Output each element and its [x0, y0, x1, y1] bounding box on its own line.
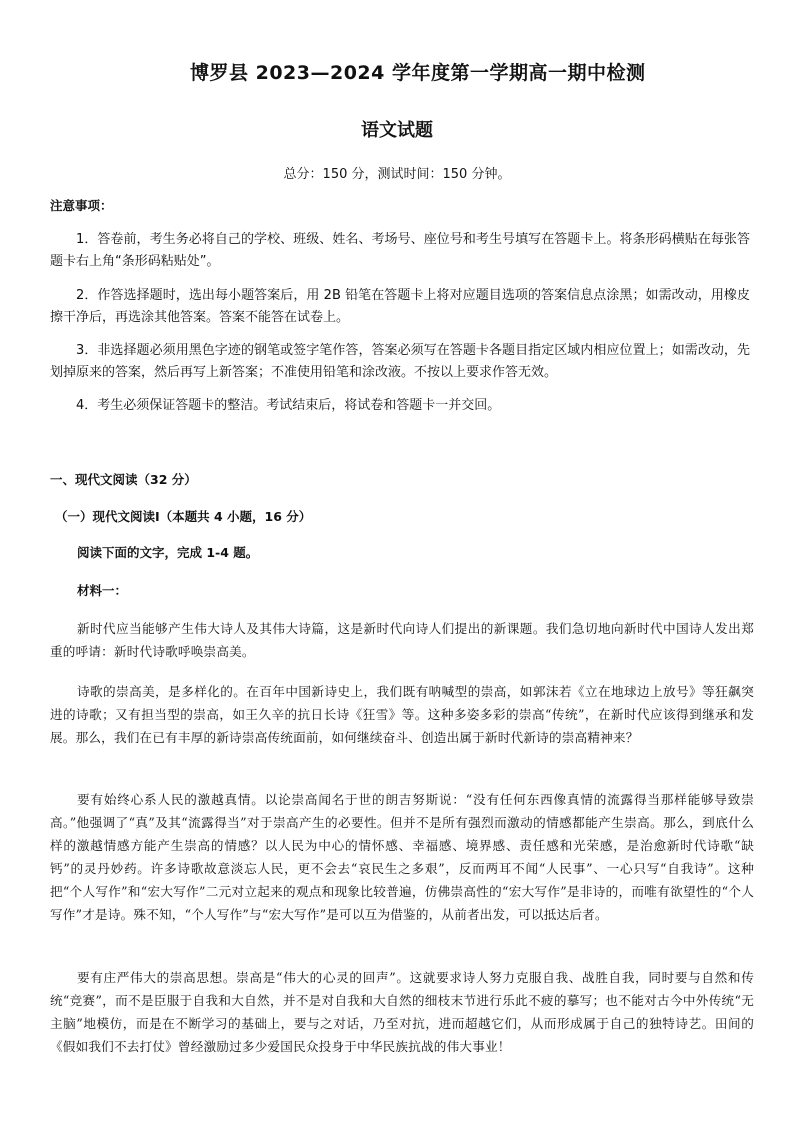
passage-paragraph: 新时代应当能够产生伟大诗人及其伟大诗篇，这是新时代向诗人们提出的新课题。我们急切地向新时代中国诗人发出郑重的呼请：新时代诗歌呼唤崇高美。 [50, 621, 754, 659]
notice-item: 2．作答选择题时，选出每小题答案后，用 2B 铅笔在答题卡上将对应题目选项的答案信息点涂黑；如需改动，用橡皮擦干净后，再选涂其他答案。答案不能答在试卷上。 [50, 288, 750, 325]
passage-paragraph: 诗歌的崇高美，是多样化的。在百年中国新诗史上，我们既有呐喊型的崇高，如郭沫若《立在地球边上放号》等狂飙突进的诗歌；又有担当型的崇高，如王久辛的抗日长诗《狂雪》等。这种多姿多彩的崇高“传统”，在新时代应该得到继承和发展。那么，我们在已有丰厚的新诗崇高传统面前，如何继续奋斗、创造出属于新时代新诗的崇高精神来？ [50, 684, 754, 745]
section-heading: 一、现代文阅读（32 分） [50, 472, 197, 487]
subsection-heading: （一）现代文阅读Ⅰ（本题共 4 小题，16 分） [55, 509, 312, 524]
passage-paragraph: 要有庄严伟大的崇高思想。崇高是“伟大的心灵的回声”。这就要求诗人努力克服自我、战胜自我，同时要与自然和传统“竞赛”，而不是臣服于自我和大自然，并不是对自我和大自然的细枝末节进行乐此不疲的摹写；也不能对古今中外传统“无主脑”地模仿，而是在不断学习的基础上，要与之对话，乃至对抗，进而超越它们，从而形成属于自己的独特诗艺。田间的《假如我们不去打仗》曾经激励过多少爱国民众投身于中华民族抗战的伟大事业！ [50, 970, 754, 1054]
passage-paragraph: 要有始终心系人民的激越真情。以论崇高闻名于世的朗吉努斯说：“没有任何东西像真情的流露得当那样能够导致崇高。”他强调了“真”及其“流露得当”对于崇高产生的必要性。但并不是所有强烈而激动的情感都能产生崇高。那么，到底什么样的激越情感方能产生崇高的情感？以人民为中心的情怀感、幸福感、境界感、责任感和光荣感，是治愈新时代诗歌“缺钙”的灵丹妙药。许多诗歌故意淡忘人民，更不会去“哀民生之多艰”，反而两耳不闻“人民事”、一心只写“自我诗”。这种把“个人写作”和“宏大写作”二元对立起来的观点和现象比较普遍，仿佛崇高性的“宏大写作”是非诗的，而唯有欲望性的“个人写作”才是诗。殊不知，“个人写作”与“宏大写作”是可以互为借鉴的，从前者出发，可以抵达后者。 [50, 792, 754, 922]
page-title: 博罗县 2023—2024 学年度第一学期高一期中检测 [190, 62, 646, 84]
notice-heading: 注意事项： [50, 198, 113, 213]
material-label: 材料一： [77, 583, 128, 598]
notice-item: 3．非选择题必须用黑色字迹的钢笔或签字笔作答，答案必须写在答题卡各题目指定区域内相应位置上；如需改动，先划掉原来的答案，然后再写上新答案；不准使用铅笔和涂改液。不按以上要求作答无效。 [50, 343, 750, 380]
reading-instruction: 阅读下面的文字，完成 1-4 题。 [77, 545, 259, 560]
exam-meta: 总分：150 分，测试时间：150 分钟。 [283, 167, 511, 182]
notice-item: 1．答卷前，考生务必将自己的学校、班级、姓名、考场号、座位号和考生号填写在答题卡上。将条形码横贴在每张答题卡右上角“条形码粘贴处”。 [50, 232, 750, 269]
page-subtitle: 语文试题 [361, 120, 433, 141]
notice-item: 4．考生必须保证答题卡的整洁。考试结束后，将试卷和答题卡一并交回。 [76, 398, 501, 413]
